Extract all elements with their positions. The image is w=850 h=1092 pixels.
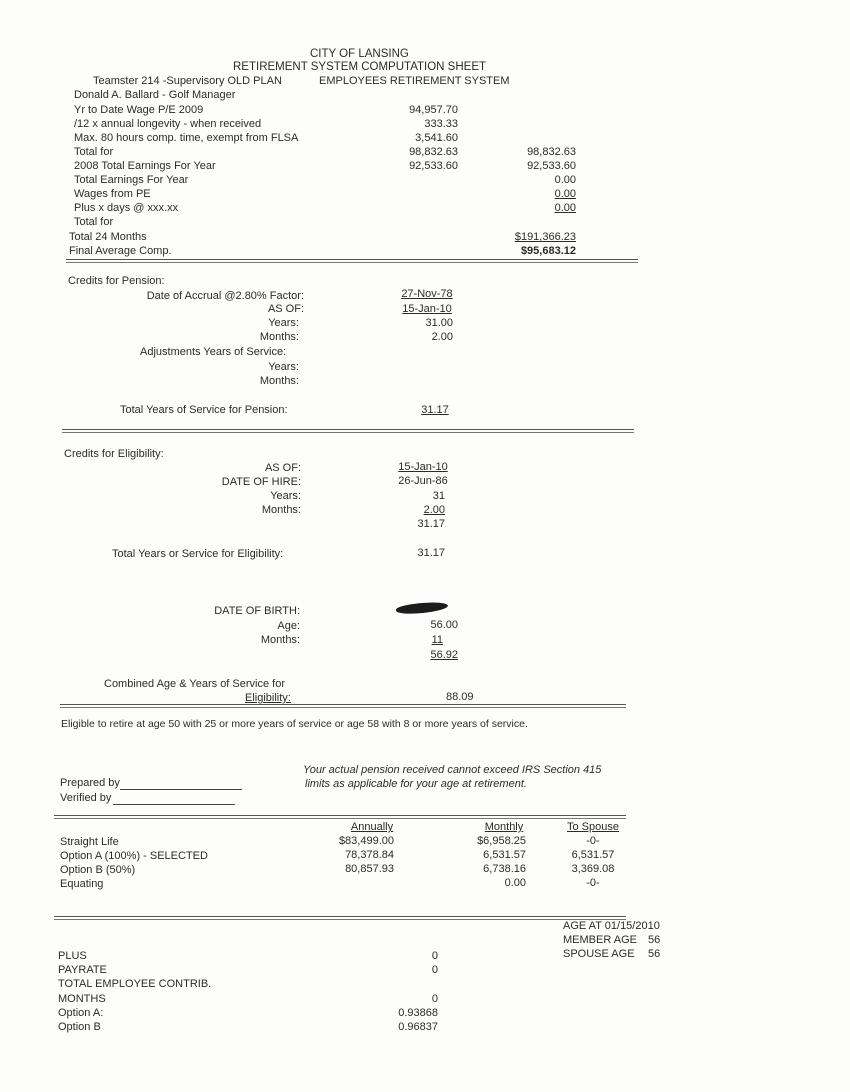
option-spouse: 3,369.08: [571, 863, 615, 875]
spouse-age-value: 56: [648, 948, 661, 960]
header-plan: Teamster 214 -Supervisory OLD PLAN: [93, 75, 282, 87]
months-value: 2.00: [431, 331, 453, 343]
final-average-comp-value: $95,683.12: [520, 245, 576, 257]
elig-years-value: 31: [432, 490, 445, 502]
wage-label: Max. 80 hours comp. time, exempt from FLSA: [74, 132, 299, 144]
wage-col2: 0.00: [554, 188, 576, 200]
wage-label: Yr to Date Wage P/E 2009: [74, 104, 204, 116]
option-label-selected: Option A (100%) - SELECTED: [60, 850, 208, 862]
irs-notice: Your actual pension received cannot exceed IRS Section 415: [303, 764, 602, 776]
wage-label: Wages from PE: [74, 188, 151, 200]
option-spouse: -0-: [586, 835, 600, 847]
wage-col1: 333.33: [424, 118, 458, 130]
age-label: Age:: [277, 620, 300, 632]
redacted-birthdate: [396, 600, 449, 615]
wage-label: Total 24 Months: [69, 231, 147, 243]
pension-total-value: 31.17: [421, 404, 449, 416]
total-24-months-value: $191,366.23: [514, 231, 576, 243]
member-age-label: MEMBER AGE: [563, 934, 637, 946]
combined-label: Combined Age & Years of Service for: [104, 678, 285, 690]
years-value: 31.00: [425, 317, 453, 329]
divider: [60, 704, 626, 708]
prepared-by-label: Prepared by: [60, 777, 120, 789]
wage-col2: 0.00: [554, 202, 576, 214]
wage-col2: 92,533.60: [527, 160, 576, 172]
combined-label-2: Eligibility:: [245, 692, 291, 704]
misc-label: PLUS: [58, 950, 87, 962]
misc-label: Option B: [58, 1021, 101, 1033]
option-monthly: 0.00: [504, 877, 526, 889]
elig-subtotal-value: 31.17: [417, 518, 445, 530]
prepared-by-line: [120, 789, 242, 790]
irs-notice-2: limits as applicable for your age at retirement.: [305, 778, 527, 790]
option-spouse: -0-: [586, 877, 600, 889]
wage-col2: 0.00: [554, 174, 576, 186]
verified-by-label: Verified by: [60, 792, 112, 804]
option-annually: $83,499.00: [338, 835, 394, 847]
option-monthly: 6,738.16: [483, 863, 526, 875]
divider: [54, 916, 626, 920]
wage-col2: 98,832.63: [527, 146, 576, 158]
eligibility-rule: Eligible to retire at age 50 with 25 or more years of service or age 58 with 8 or more years of service.: [61, 718, 528, 730]
elig-years-label: Years:: [270, 490, 301, 502]
adj-months-label: Months:: [259, 375, 299, 387]
hire-label: DATE OF HIRE:: [221, 476, 301, 488]
misc-value: 0: [431, 993, 438, 1005]
misc-value: 0.96837: [398, 1021, 438, 1033]
option-monthly: 6,531.57: [483, 849, 526, 861]
monthly-header: Monthly: [484, 821, 524, 833]
combined-value: 88.09: [446, 691, 474, 703]
option-label: Straight Life: [60, 836, 119, 848]
misc-label: Option A:: [58, 1007, 104, 1019]
wage-label: Total for: [74, 216, 114, 228]
hire-date: 26-Jun-86: [398, 475, 448, 487]
wage-label: 2008 Total Earnings For Year: [74, 160, 216, 172]
header-system: EMPLOYEES RETIREMENT SYSTEM: [319, 75, 510, 87]
dob-label: DATE OF BIRTH:: [214, 605, 300, 617]
wage-col1: 3,541.60: [415, 132, 458, 144]
age-months-label: Months:: [260, 634, 300, 646]
eligibility-heading: Credits for Eligibility:: [64, 448, 164, 460]
misc-label: PAYRATE: [58, 964, 107, 976]
months-label: Months:: [259, 331, 299, 343]
annually-header: Annually: [350, 821, 394, 833]
employee-name: Donald A. Ballard - Golf Manager: [74, 89, 236, 101]
spouse-header: To Spouse: [567, 821, 619, 833]
wage-col1: 94,957.70: [409, 104, 458, 116]
option-spouse: 6,531.57: [571, 849, 615, 861]
asof-label: AS OF:: [267, 303, 304, 315]
wage-label: /12 x annual longevity - when received: [74, 118, 262, 130]
option-label: Equating: [60, 878, 104, 890]
member-age-value: 56: [648, 934, 661, 946]
verified-by-line: [113, 804, 235, 805]
misc-value: 0.93868: [398, 1007, 438, 1019]
option-annually: 80,857.93: [345, 863, 394, 875]
years-label: Years:: [268, 317, 299, 329]
elig-months-value: 2.00: [423, 504, 445, 516]
elig-total-value: 31.17: [417, 547, 445, 559]
age-total-value: 56.92: [430, 649, 458, 661]
divider: [66, 259, 638, 263]
asof-date: 15-Jan-10: [402, 303, 452, 315]
age-months-value: 11: [431, 634, 443, 646]
final-average-comp-label: Final Average Comp.: [69, 245, 172, 257]
misc-value: 0: [431, 950, 438, 962]
age-value: 56.00: [430, 619, 458, 631]
elig-months-label: Months:: [261, 504, 301, 516]
misc-label: MONTHS: [58, 993, 106, 1005]
misc-value: 0: [431, 964, 438, 976]
divider: [62, 429, 634, 433]
age-asof: AGE AT 01/15/2010: [563, 920, 660, 932]
misc-label: TOTAL EMPLOYEE CONTRIB.: [58, 978, 212, 990]
pension-total-label: Total Years of Service for Pension:: [120, 404, 288, 416]
wage-col1: 98,832.63: [409, 146, 458, 158]
divider: [54, 815, 626, 819]
elig-total-label: Total Years or Service for Eligibility:: [112, 548, 284, 560]
header-title: RETIREMENT SYSTEM COMPUTATION SHEET: [233, 61, 487, 73]
adjustments-label: Adjustments Years of Service:: [140, 346, 287, 358]
wage-label: Total for: [74, 146, 114, 158]
wage-label: Plus x days @ xxx.xx: [74, 202, 179, 214]
wage-col1: 92,533.60: [409, 160, 458, 172]
wage-label: Total Earnings For Year: [74, 174, 189, 186]
adj-years-label: Years:: [268, 361, 299, 373]
pension-heading: Credits for Pension:: [68, 275, 165, 287]
spouse-age-label: SPOUSE AGE: [563, 948, 635, 960]
accrual-label: Date of Accrual @2.80% Factor:: [146, 290, 304, 302]
option-monthly: $6,958.25: [477, 835, 526, 847]
accrual-date: 27-Nov-78: [401, 288, 453, 300]
header-city: CITY OF LANSING: [310, 48, 409, 60]
elig-asof-label: AS OF:: [264, 462, 301, 474]
option-label: Option B (50%): [60, 864, 136, 876]
option-annually: 78,378.84: [345, 849, 394, 861]
elig-asof-date: 15-Jan-10: [398, 461, 448, 473]
